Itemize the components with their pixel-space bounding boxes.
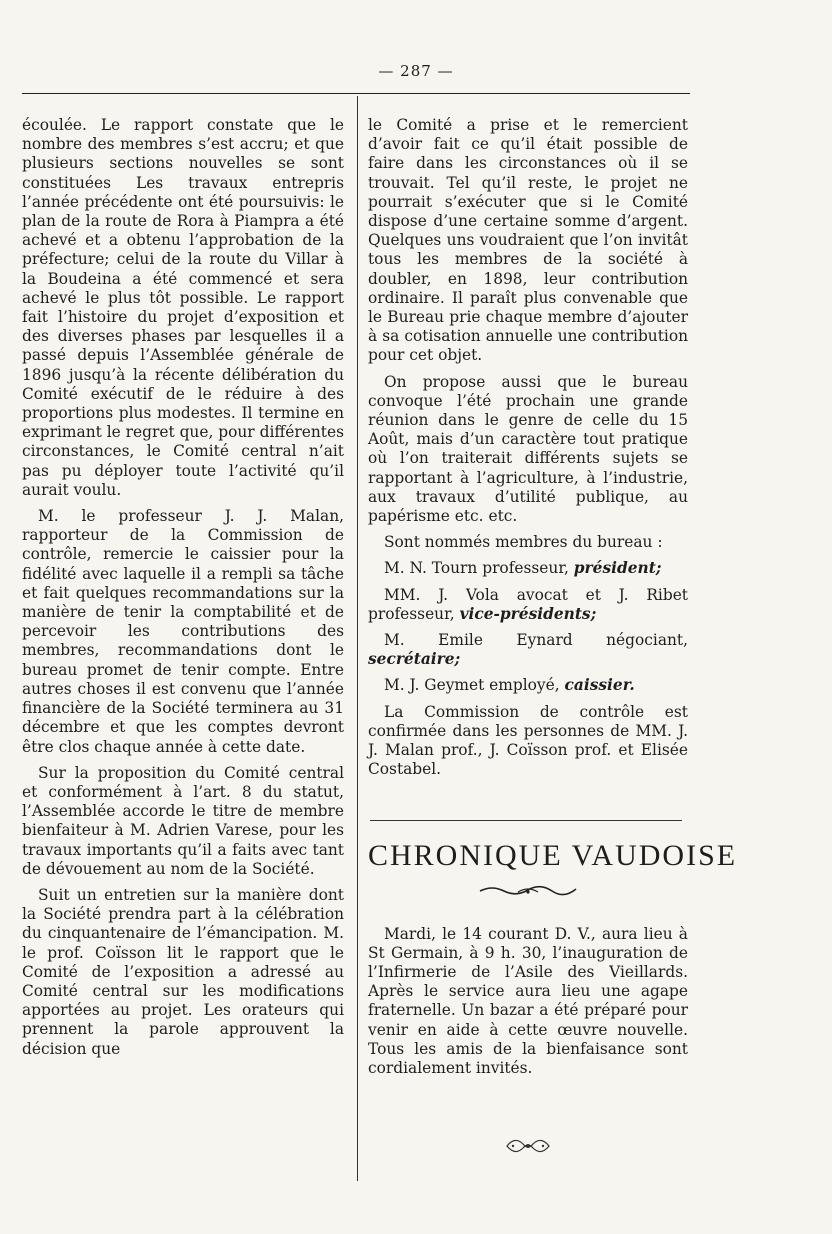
vice-presidents-role: vice-présidents;	[459, 604, 597, 623]
president-name: M. N. Tourn professeur,	[384, 559, 569, 578]
column-divider	[357, 96, 358, 1181]
header-rule	[22, 93, 690, 94]
president-role: président;	[573, 559, 662, 578]
cashier-role: caissier.	[564, 676, 635, 695]
bureau-cashier	[368, 676, 688, 695]
bureau-intro: Sont nommés membres du bureau :	[384, 533, 663, 552]
bureau-president	[368, 559, 688, 578]
vice-presidents-names: MM. J. Vola avocat et J. Ribet professeur,	[368, 585, 688, 623]
paragraph-proposition: Sur la proposition du Comité central et conformément à l’art. 8 du statut, l’Assemblée accorde le titre de membre bienfaiteur à M. Adrien Varese, pour les travaux importants qu’il a faits avec tant de dévouement au nom de la Société.	[22, 763, 344, 878]
paragraph-reunion: On propose aussi que le bureau convoque l’été prochain une grande réunion dans le genre de celle du 15 Août, mais d’un caractère tout pratique où l’on traiterait différents sujets se rapportant à l’agriculture, à l’industrie, aux travaux d’utilité publique, au papérisme etc. etc.	[368, 372, 688, 526]
chronique-title: CHRONIQUE VAUDOISE	[368, 838, 738, 872]
secretary-name: M. Emile Eynard négociant,	[384, 631, 688, 650]
flourish-ornament-icon	[478, 883, 578, 897]
paragraph-report: écoulée. Le rapport constate que le nombre des membres s’est accru; et que plusieurs sections nouvelles se sont constituées Les travaux entrepris l’année précédente ont été poursuivis: le plan de la route de Rora à Piampra a été achevé et a obtenu l’approbation de la préfecture; celui de la route du Villar à la Boudeina a été commencé et sera achevé le plus tôt possible. Le rapport fait l’histoire du projet d’exposition et des diverses phases par lesquelles il a passé depuis l’Assemblée générale de 1896 jusqu’à la récente délibération du Comité exécutif de le réduire à des proportions plus modestes. Il termine en exprimant le regret que, pour différentes circonstances, le Comité central n’ait pas pu déployer toute l’activité qu’il aurait voulu.	[22, 116, 344, 499]
bureau-vice-presidents	[368, 586, 688, 624]
secretary-role: secrétaire;	[368, 650, 461, 669]
paragraph-entretien: Suit un entretien sur la manière dont la Société prendra part à la célébration du cinquantenaire de l’émancipation. M. le prof. Coïsson lit le rapport que le Comité de l’exposition a adressé au Comité central sur les modifications apportées au projet. Les orateurs qui prennent la parole approuvent la décision que	[22, 885, 344, 1058]
section-rule	[370, 820, 682, 821]
paragraph-malan: M. le professeur J. J. Malan, rapporteur de la Commission de contrôle, remercie le caissier pour la fidélité avec laquelle il a rempli sa tâche et fait quelques recommandations sur la manière de tenir la comptabilité et de percevoir les contributions des membres, recommandations dont le bureau promet de tenir compte. Entre autres choses il est convenu que l’année financière de la Société terminera au 31 décembre et que les comptes devront être clos chaque année à cette date.	[22, 507, 344, 756]
cashier-name: M. J. Geymet employé,	[384, 676, 560, 695]
paragraph-chronique: Mardi, le 14 courant D. V., aura lieu à St Germain, à 9 h. 30, l’inauguration de l’Infirmerie de l’Asile des Vieillards. Après le service aura lieu une agape fraternelle. Un bazar a été préparé pour venir en aide à cette œuvre nouvelle. Tous les amis de la bienfaisance sont cordialement invités.	[368, 924, 688, 1077]
left-column	[22, 116, 344, 1059]
end-ornament-icon	[501, 1134, 555, 1158]
paragraph-comite: le Comité a prise et le remercient d’avoir fait ce qu’il était possible de faire dans les circonstances où il se trouvait. Tel qu’il reste, le projet ne pourrait s’exécuter que si le Comité dispose d’une certaine somme d’argent. Quelques uns voudraient que l’on invitât tous les membres de la société à doubler, en 1898, leur contribution ordinaire. Il paraît plus convenable que le Bureau prie chaque membre d’ajouter à sa cotisation annuelle une contribution pour cet objet.	[368, 116, 688, 365]
right-column	[368, 116, 738, 1158]
page-number: — 287 —	[378, 62, 454, 80]
paragraph-commission: La Commission de contrôle est confirmée dans les personnes de MM. J. J. Malan prof., J. Coïsson prof. et Elisée Costabel.	[368, 702, 688, 779]
bureau-secretary	[368, 631, 688, 669]
